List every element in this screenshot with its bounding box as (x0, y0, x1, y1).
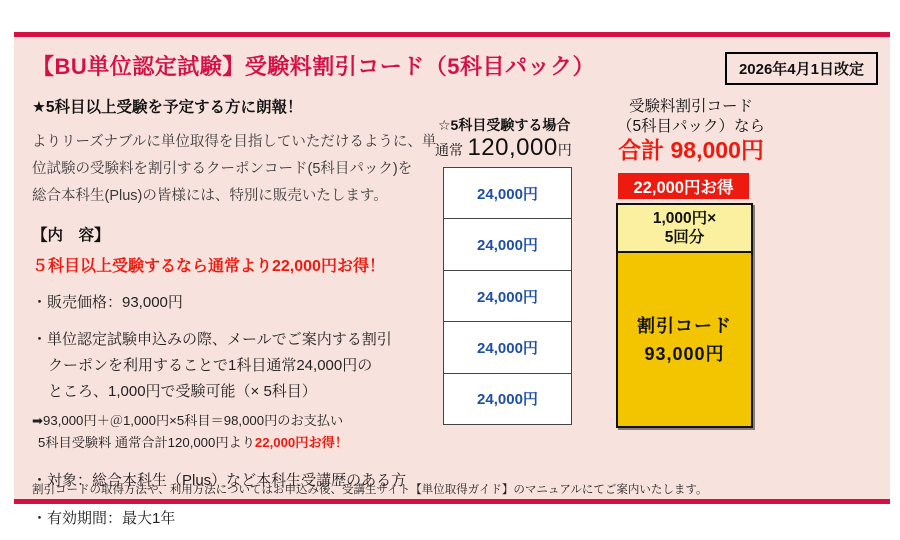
headline: ★5科目以上受験を予定する方に朗報！ (32, 99, 303, 116)
payment-calculation: ➡93,000円＋＠1,000円×5科目＝98,000円のお支払い (32, 413, 344, 428)
normal-total-price (435, 134, 572, 162)
fee-cell: 24,000円 (444, 271, 571, 322)
fee-cell: 24,000円 (477, 391, 538, 409)
coupon-line: ところ、1,000円で受験可能（× 5科目） (48, 383, 317, 400)
coupon-line: クーポンを利用することで1科目通常24,000円の (48, 357, 373, 374)
normal-fee-table (443, 167, 572, 425)
fee-cell: 24,000円 (444, 322, 571, 373)
intro-paragraph (32, 129, 448, 210)
bullet-coupon (32, 327, 448, 405)
bullet-target: ・対象：総合本科生（Plus）など本科生受講歴のある方 (32, 472, 407, 489)
normal-price-prefix: 通常 (435, 142, 463, 158)
discount-header-line: （5科目パック）なら (616, 118, 766, 135)
intro-line: 総合本科生(Plus)の皆様には、特別に販売いたします。 (32, 188, 388, 204)
page-title: 【BU単位認定試験】受験料割引コード（5科目パック） (32, 54, 596, 79)
coupon-line: ・単位認定試験申込みの際、メールでご案内する割引 (32, 331, 392, 348)
intro-line: 位試験の受験料を割引するクーポンコード(5科目パック)を (32, 161, 413, 177)
discount-total-amount: 98,000円 (670, 137, 764, 163)
discount-header-line: 受験料割引コード (628, 98, 753, 115)
fee-cell: 24,000円 (444, 219, 571, 270)
description-column (32, 95, 448, 528)
bullet-validity: ・有効期間：最大1年 (32, 510, 176, 527)
discount-total-price (588, 137, 794, 163)
discount-header (588, 97, 794, 163)
coupon-top-line: 5回分 (664, 229, 705, 246)
normal-price-amount: 120,000 (467, 134, 558, 161)
intro-line: よりリーズナブルに単位取得を目指していただけるように、単 (32, 134, 437, 150)
deal-highlight: ５科目以上受験するなら通常より22,000円お得！ (32, 258, 385, 275)
flyer-panel (14, 32, 890, 527)
savings-summary-prefix: 5科目受験料 通常合計120,000円より (38, 435, 255, 450)
coupon-code-amount: 93,000円 (644, 343, 725, 364)
coupon-top-line: 1,000円× (652, 210, 717, 227)
revision-date-badge: 2026年4月1日改定 (725, 52, 878, 85)
footer-note: 割引コードの取得方法や、利用方法についてはお申込み後、受講生サイト【単位取得ガイド】のマニュアルにてご案内いたします。 (32, 484, 708, 496)
savings-summary-highlight: 22,000円お得！ (254, 435, 349, 450)
normal-price-unit: 円 (557, 142, 572, 158)
coupon-code-section (618, 253, 751, 426)
contents-heading: 【内 容】 (32, 227, 110, 244)
fee-cell: 24,000円 (444, 168, 571, 219)
bullet-price: ・販売価格：93,000円 (32, 294, 183, 311)
normal-case-label: ☆5科目受験する場合 (438, 117, 571, 133)
discount-code-box (616, 203, 753, 428)
coupon-top-section (618, 205, 751, 253)
coupon-code-label: 割引コード (637, 315, 732, 336)
savings-summary (32, 432, 448, 451)
discount-total-prefix: 合計 (618, 137, 671, 163)
savings-badge: 22,000円お得 (618, 173, 749, 199)
